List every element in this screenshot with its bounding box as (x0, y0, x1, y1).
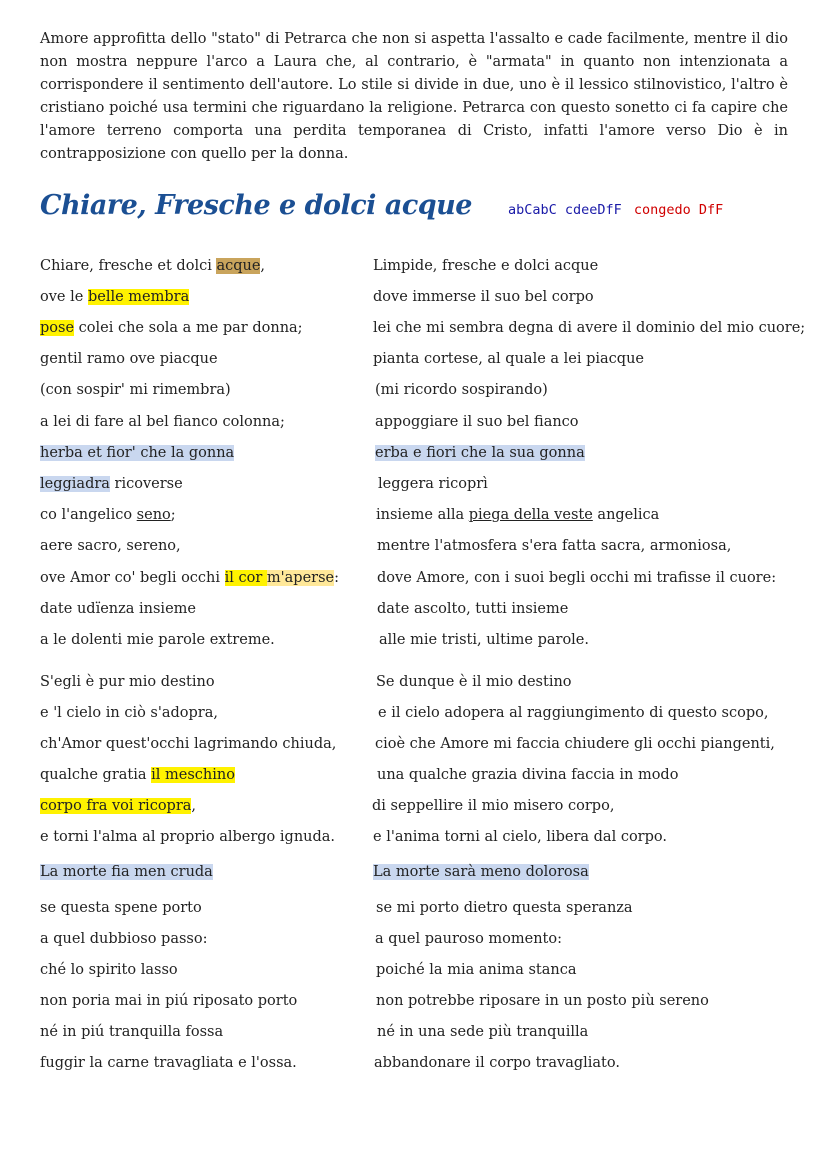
paraphrase-line (373, 317, 805, 339)
paraphrase-line (373, 286, 594, 308)
paraphrase-line (374, 1052, 620, 1074)
verse-text: cioè che Amore mi faccia chiudere gli occhi piangenti, (375, 736, 775, 752)
original-verse-line (40, 598, 196, 620)
highlighted-text: La morte sarà meno dolorosa (373, 864, 589, 880)
original-verse-line (40, 861, 213, 883)
verse-text: di seppellire il mio misero corpo, (372, 798, 615, 814)
verse-text: e l'anima torni al cielo, libera dal corpo. (373, 829, 667, 845)
original-verse-line (40, 442, 234, 464)
verse-text: aere sacro, sereno, (40, 538, 181, 554)
verse-text: se questa spene porto (40, 900, 202, 916)
verse-text: ove Amor co' begli occhi (40, 570, 225, 586)
highlighted-text: il meschino (151, 767, 235, 783)
poem-title: Chiare, Fresche e dolci acque (40, 190, 472, 221)
verse-text: co l'angelico (40, 507, 137, 523)
verse-text: angelica (592, 507, 660, 523)
verse-text: non potrebbe riposare in un posto più sereno (376, 993, 709, 1009)
verse-text: date ascolto, tutti insieme (377, 601, 569, 617)
verse-text: insieme alla (376, 507, 469, 523)
paraphrase-line (379, 629, 589, 651)
verse-text: e torni l'alma al proprio albergo ignuda. (40, 829, 336, 845)
original-verse-line (40, 348, 218, 370)
paraphrase-line (376, 504, 659, 526)
paraphrase-line (375, 411, 579, 433)
original-verse-line (40, 1021, 223, 1043)
verse-text: qualche gratia (40, 767, 152, 783)
verse-text: a quel dubbioso passo: (40, 931, 208, 947)
original-verse-line (40, 317, 303, 339)
original-verse-line (40, 411, 285, 433)
paraphrase-line (372, 795, 614, 817)
paraphrase-line (377, 1021, 588, 1043)
original-verse-line (40, 764, 235, 786)
highlighted-text: belle membra (87, 289, 190, 305)
original-verse-line (40, 928, 207, 950)
highlighted-text: pose (40, 320, 75, 336)
original-verse-line (40, 826, 335, 848)
verse-text: ch'Amor quest'occhi lagrimando chiuda, (40, 736, 337, 752)
original-verse-line (40, 959, 178, 981)
original-verse-line (40, 897, 202, 919)
verse-text: leggera ricoprì (378, 476, 488, 492)
verse-text: se mi porto dietro questa speranza (376, 900, 633, 916)
paraphrase-line (373, 348, 644, 370)
verse-text: date udïenza insieme (40, 601, 196, 617)
original-verse-line (40, 990, 297, 1012)
paraphrase-line (377, 535, 731, 557)
verse-text: e il cielo adopera al raggiungimento di questo scopo, (378, 705, 769, 721)
original-verse-line (40, 255, 265, 277)
verse-text: pianta cortese, al quale a lei piacque (373, 351, 645, 367)
paraphrase-line (377, 598, 568, 620)
verse-text: Chiare, fresche et dolci (40, 258, 217, 274)
original-verse-line (40, 733, 336, 755)
highlighted-text: m'aperse (266, 570, 335, 586)
original-verse-line (40, 1052, 297, 1074)
verse-text: ove le (40, 289, 88, 305)
verse-text: né in piú tranquilla fossa (40, 1024, 224, 1040)
highlighted-text: acque (216, 258, 261, 274)
verse-text: e 'l cielo in ciò s'adopra, (40, 705, 218, 721)
paraphrase-line (373, 826, 667, 848)
verse-text: S'egli è pur mio destino (40, 674, 215, 690)
highlighted-text: corpo fra voi ricopra (40, 798, 192, 814)
verse-text: abbandonare il corpo travagliato. (374, 1055, 620, 1071)
highlighted-text: La morte fia men cruda (40, 864, 213, 880)
paraphrase-line (377, 567, 776, 589)
original-verse-line (40, 702, 218, 724)
original-verse-line (40, 535, 181, 557)
verse-text: (mi ricordo sospirando) (375, 382, 548, 398)
rhyme-scheme-stanza: abCabC cdeeDfF (507, 202, 622, 218)
verse-text: colei che sola a me par donna; (74, 320, 303, 336)
verse-text: ché lo spirito lasso (40, 962, 178, 978)
verse-text: , (260, 258, 266, 274)
verse-text: ricoverse (109, 476, 183, 492)
underlined-text: piega della veste (468, 507, 593, 523)
verse-text: lei che mi sembra degna di avere il dominio del mio cuore; (373, 320, 806, 336)
verse-text: ; (170, 507, 176, 523)
original-verse-line (40, 473, 183, 495)
verse-text: a lei di fare al bel fianco colonna; (40, 414, 285, 430)
verse-text: a le dolenti mie parole extreme. (40, 632, 275, 648)
verse-text: gentil ramo ove piacque (40, 351, 218, 367)
verse-text: né in una sede più tranquilla (377, 1024, 589, 1040)
paraphrase-line (377, 764, 678, 786)
verse-text: dove immerse il suo bel corpo (373, 289, 594, 305)
highlighted-text: leggiadra (40, 476, 110, 492)
original-verse-line (40, 286, 189, 308)
highlighted-text: herba et fior' che la gonna (40, 445, 235, 461)
verse-text: fuggir la carne travagliata e l'ossa. (40, 1055, 297, 1071)
highlighted-text: erba e fiori che la sua gonna (375, 445, 585, 461)
paraphrase-line (373, 861, 589, 883)
original-verse-line (40, 567, 339, 589)
paraphrase-line (375, 379, 548, 401)
paraphrase-line (378, 473, 488, 495)
paraphrase-line (375, 733, 775, 755)
verse-text: , (191, 798, 197, 814)
verse-text: : (334, 570, 340, 586)
rhyme-scheme-congedo: congedo DfF (633, 202, 724, 218)
paraphrase-line (376, 671, 572, 693)
paraphrase-line (375, 442, 585, 464)
poem-heading (40, 190, 723, 240)
original-verse-line (40, 671, 215, 693)
original-verse-line (40, 379, 231, 401)
verse-text: alle mie tristi, ultime parole. (379, 632, 590, 648)
verse-text: appoggiare il suo bel fianco (375, 414, 579, 430)
paraphrase-line (378, 702, 768, 724)
verse-text: dove Amore, con i suoi begli occhi mi trafisse il cuore: (377, 570, 777, 586)
verse-text: Limpide, fresche e dolci acque (373, 258, 599, 274)
underlined-text: seno (136, 507, 171, 523)
verse-text: una qualche grazia divina faccia in modo (377, 767, 679, 783)
verse-text: (con sospir' mi rimembra) (40, 382, 231, 398)
original-verse-line (40, 629, 275, 651)
verse-text: Se dunque è il mio destino (376, 674, 572, 690)
paraphrase-line (376, 959, 576, 981)
verse-text: mentre l'atmosfera s'era fatta sacra, armoniosa, (377, 538, 732, 554)
paraphrase-line (376, 897, 633, 919)
paraphrase-line (376, 990, 709, 1012)
verse-text: poiché la mia anima stanca (376, 962, 577, 978)
verse-text: a quel pauroso momento: (375, 931, 562, 947)
paraphrase-line (375, 928, 562, 950)
paraphrase-line (373, 255, 598, 277)
highlighted-text: il cor (224, 570, 267, 586)
original-verse-line (40, 504, 176, 526)
original-verse-line (40, 795, 196, 817)
intro-paragraph: Amore approfitta dello "stato" di Petrarca che non si aspetta l'assalto e cade facilmente, mentre il dio non mostra neppure l'arco a Laura che, al contrario, è "armata" in quanto non intenzionata a corrispondere il sentimento dell'autore. Lo stile si divide in due, uno è il lessico stilnovistico, l'altro è cristiano poiché usa termini che riguardano la religione. Petrarca con questo sonetto ci fa capire che l'amore terreno comporta una perdita temporanea di Cristo, infatti l'amore verso Dio è in contrapposizione con quello per la donna. (40, 31, 788, 162)
verse-text: non poria mai in piú riposato porto (40, 993, 298, 1009)
rhyme-scheme (508, 202, 723, 218)
